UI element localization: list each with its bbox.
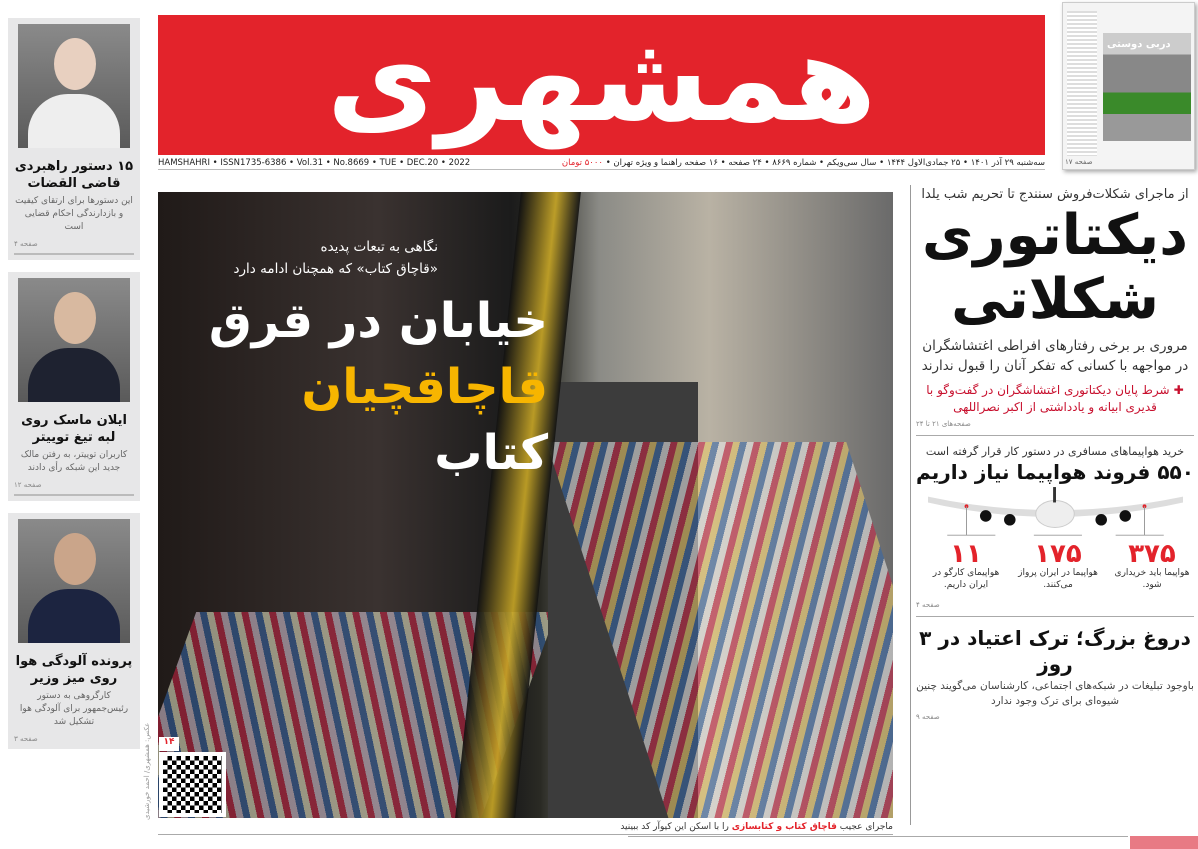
left-story-1[interactable] [8, 18, 140, 260]
addiction-summary: باوجود تبلیغات در شبکه‌های اجتماعی، کارشناسان می‌گویند چنین شیوه‌ای برای ترک وجود ندارد [916, 680, 1194, 707]
right-column [916, 186, 1194, 723]
airplane-illustration [928, 485, 1183, 543]
planes-headline[interactable]: ۵۵۰ فروند هواپیما نیاز داریم [916, 460, 1194, 484]
planes-kicker: خرید هواپیماهای مسافری در دستور کار قرار گرفته است [925, 445, 1185, 458]
left-column [8, 18, 140, 749]
price: ۵۰۰۰ تومان [561, 158, 603, 168]
story-summary: کاربران توییتر، به رفتن مالک جدید این شبکه رأی دادند [20, 450, 128, 473]
cleric-photo [18, 24, 130, 148]
planes-infographic [916, 485, 1194, 597]
minister-photo [18, 519, 130, 643]
lead-related-link[interactable]: ✚ شرط پایان دیکتاتوری اغتشاشگران در گفت‌وگو با قدیری ابیانه و یادداشتی از اکبر نصراللهی [926, 383, 1184, 414]
divider [916, 435, 1194, 436]
page-ref: صفحه ۹ [916, 713, 940, 721]
photo-credit: عکس: همشهری/ احمد خورشیدی [143, 722, 151, 820]
thumbnail-page: صفحه ۱۷ [1065, 158, 1093, 166]
page-ref: صفحه ۳ [14, 735, 38, 743]
thumbnail-title: دربی دوستی [1107, 39, 1171, 50]
main-photo-book-street [158, 192, 893, 818]
musk-photo [18, 278, 130, 402]
main-headline[interactable] [168, 288, 548, 486]
main-kicker: نگاهی به تبعات پدیده «قاچاق کتاب» که همچنان ادامه دارد [233, 239, 438, 277]
plus-icon: ✚ [1169, 383, 1184, 397]
page-ref: صفحه ۴ [916, 601, 940, 609]
sports-supplement-thumbnail[interactable] [1062, 2, 1195, 170]
page-ref: صفحه ۱۲ [14, 481, 42, 489]
lead-summary: مروری بر برخی رفتارهای افراطی اغتشاشگران در مواجهه با کسانی که تفکر آنان را قبول ندارند [921, 338, 1189, 374]
story-summary: این دستورها برای ارتقای کیفیت و بازدارندگی احکام قضایی است [15, 196, 133, 232]
page-number-badge: ۱۴ [159, 737, 179, 751]
issue-info-line [158, 157, 1045, 170]
left-story-2[interactable] [8, 272, 140, 501]
story-title: ایلان ماسک روی لبه تیغ توییتر [21, 413, 127, 445]
lead-kicker: از ماجرای شکلات‌فروش سنندج تا تحریم شب یلدا [921, 187, 1189, 202]
thumbnail-text-column [1067, 11, 1097, 156]
qr-code[interactable] [159, 752, 226, 817]
stat-cargo: ۱۱ هواپیمای کارگو در ایران داریم. [932, 539, 1000, 590]
stat-flying: ۱۷۵ هواپیما در ایران پرواز می‌کنند. [1018, 539, 1098, 590]
issue-info-english: HAMSHAHRI • ISSN1735-6386 • Vol.31 • No.8669 • TUE • DEC.20 • 2022 [158, 158, 471, 168]
addiction-headline[interactable]: دروغ بزرگ؛ ترک اعتیاد در ۳ روز [919, 626, 1191, 676]
stat-to-buy: ۳۷۵ هواپیما باید خریداری شود. [1114, 539, 1190, 590]
lead-headline[interactable]: دیکتاتوری شکلاتی [922, 203, 1188, 332]
main-headline-line3: کتاب [434, 425, 548, 481]
main-headline-line1: خیابان در قرق [208, 293, 548, 349]
page-ref: صفحه ۴ [14, 240, 38, 248]
page-ref: صفحه‌های ۲۱ تا ۲۴ [916, 420, 971, 428]
main-headline-line2: قاچاقچیان [301, 359, 548, 415]
divider [628, 836, 1128, 837]
next-section-banner [1130, 836, 1198, 849]
divider [14, 253, 134, 255]
issue-info-persian: سه‌شنبه ۲۹ آذر ۱۴۰۱ • ۲۵ جمادی‌الاول ۱۴۴۴ • سال سی‌ویکم • شماره ۸۶۶۹ • ۲۴ صفحه • ۱۶ صفحه راهنما و ویژه تهران • ۵۰۰۰ تومان [561, 158, 1045, 168]
masthead-logo: همشهری [158, 15, 1045, 155]
photo-caption: ماجرای عجیب قاچاق کتاب و کتابسازی را با اسکن این کیوآر کد ببینید [158, 822, 893, 835]
divider [14, 494, 134, 496]
divider [916, 616, 1194, 617]
left-story-3[interactable] [8, 513, 140, 749]
story-title: ۱۵ دستور راهبردی قاضی القضات [14, 159, 134, 191]
story-summary: کارگروهی به دستور رئیس‌جمهور برای آلودگی هوا تشکیل شد [19, 691, 129, 727]
story-title: پرونده آلودگی هوا روی میز وزیر [15, 654, 133, 686]
